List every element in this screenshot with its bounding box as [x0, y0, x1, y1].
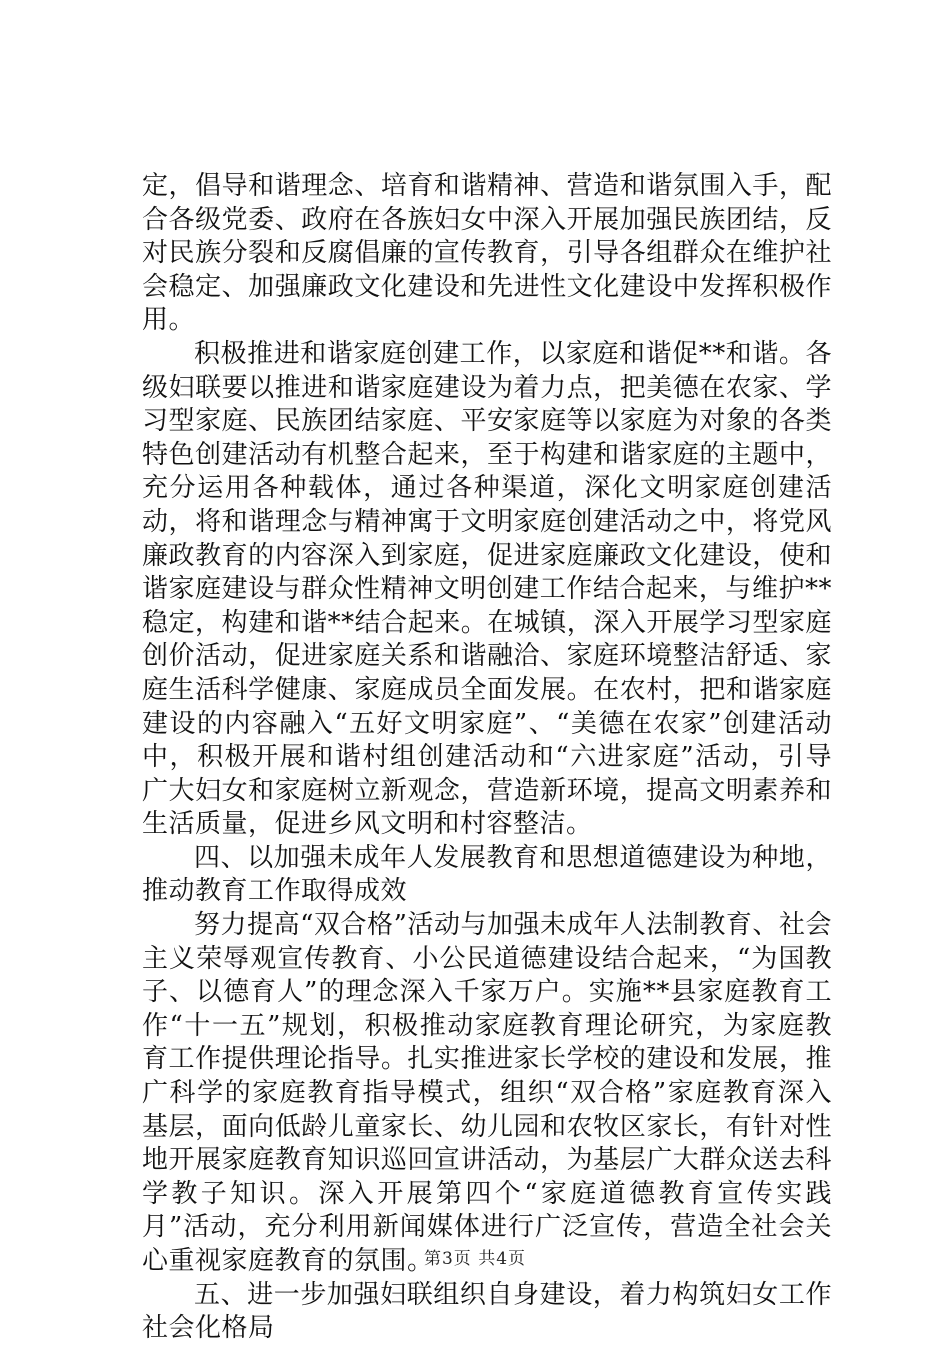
paragraph-continuation: 定，倡导和谐理念、培育和谐精神、营造和谐氛围入手，配合各级党委、政府在各族妇女中深入开展加强民族团结，反对民族分裂和反腐倡廉的宣传教育，引导各组群众在维护社会稳定、加强廉政文化建设和先进性文化建设中发挥积极作用。	[142, 171, 832, 336]
section-heading-four: 四、以加强未成年人发展教育和思想道德建设为种地，推动教育工作取得成效	[142, 842, 832, 907]
section-heading-five: 五、进一步加强妇联组织自身建设，着力构筑妇女工作社会化格局	[142, 1279, 832, 1344]
page-number-footer: 第3页 共4页	[423, 1249, 527, 1269]
paragraph-harmonious-family: 积极推进和谐家庭创建工作，以家庭和谐促**和谐。各级妇联要以推进和谐家庭建设为着力点，把美德在农家、学习型家庭、民族团结家庭、平安家庭等以家庭为对象的各类特色创建活动有机整合起来，至于构建和谐家庭的主题中，充分运用各种载体，通过各种渠道，深化文明家庭创建活动，将和谐理念与精神寓于文明家庭创建活动之中，将党风廉政教育的内容深入到家庭，促进家庭廉政文化建设，使和谐家庭建设与群众性精神文明创建工作结合起来，与维护**稳定，构建和谐**结合起来。在城镇，深入开展学习型家庭创价活动，促进家庭关系和谐融洽、家庭环境整洁舒适、家庭生活科学健康、家庭成员全面发展。在农村，把和谐家庭建设的内容融入“五好文明家庭”、“美德在农家”创建活动中，积极开展和谐村组创建活动和“六进家庭”活动，引导广大妇女和家庭树立新观念，营造新环境，提高文明素养和生活质量，促进乡风文明和村容整洁。	[142, 338, 832, 840]
paragraph-family-education: 努力提高“双合格”活动与加强未成年人法制教育、社会主义荣辱观宣传教育、小公民道德建设结合起来，“为国教子、以德育人”的理念深入千家万户。实施**县家庭教育工作“十一五”规划，积极推动家庭教育理论研究，为家庭教育工作提供理论指导。扎实推进家长学校的建设和发展，推广科学的家庭教育指导模式，组织“双合格”家庭教育深入基层，面向低龄儿童家长、幼儿园和农牧区家长，有针对性地开展家庭教育知识巡回宣讲活动，为基层广大群众送去科学教子知识。深入开展第四个“家庭道德教育宣传实践月”活动，充分利用新闻媒体进行广泛宣传，营造全社会关心重视家庭教育的氛围。	[142, 910, 832, 1276]
document-body	[142, 170, 832, 1346]
